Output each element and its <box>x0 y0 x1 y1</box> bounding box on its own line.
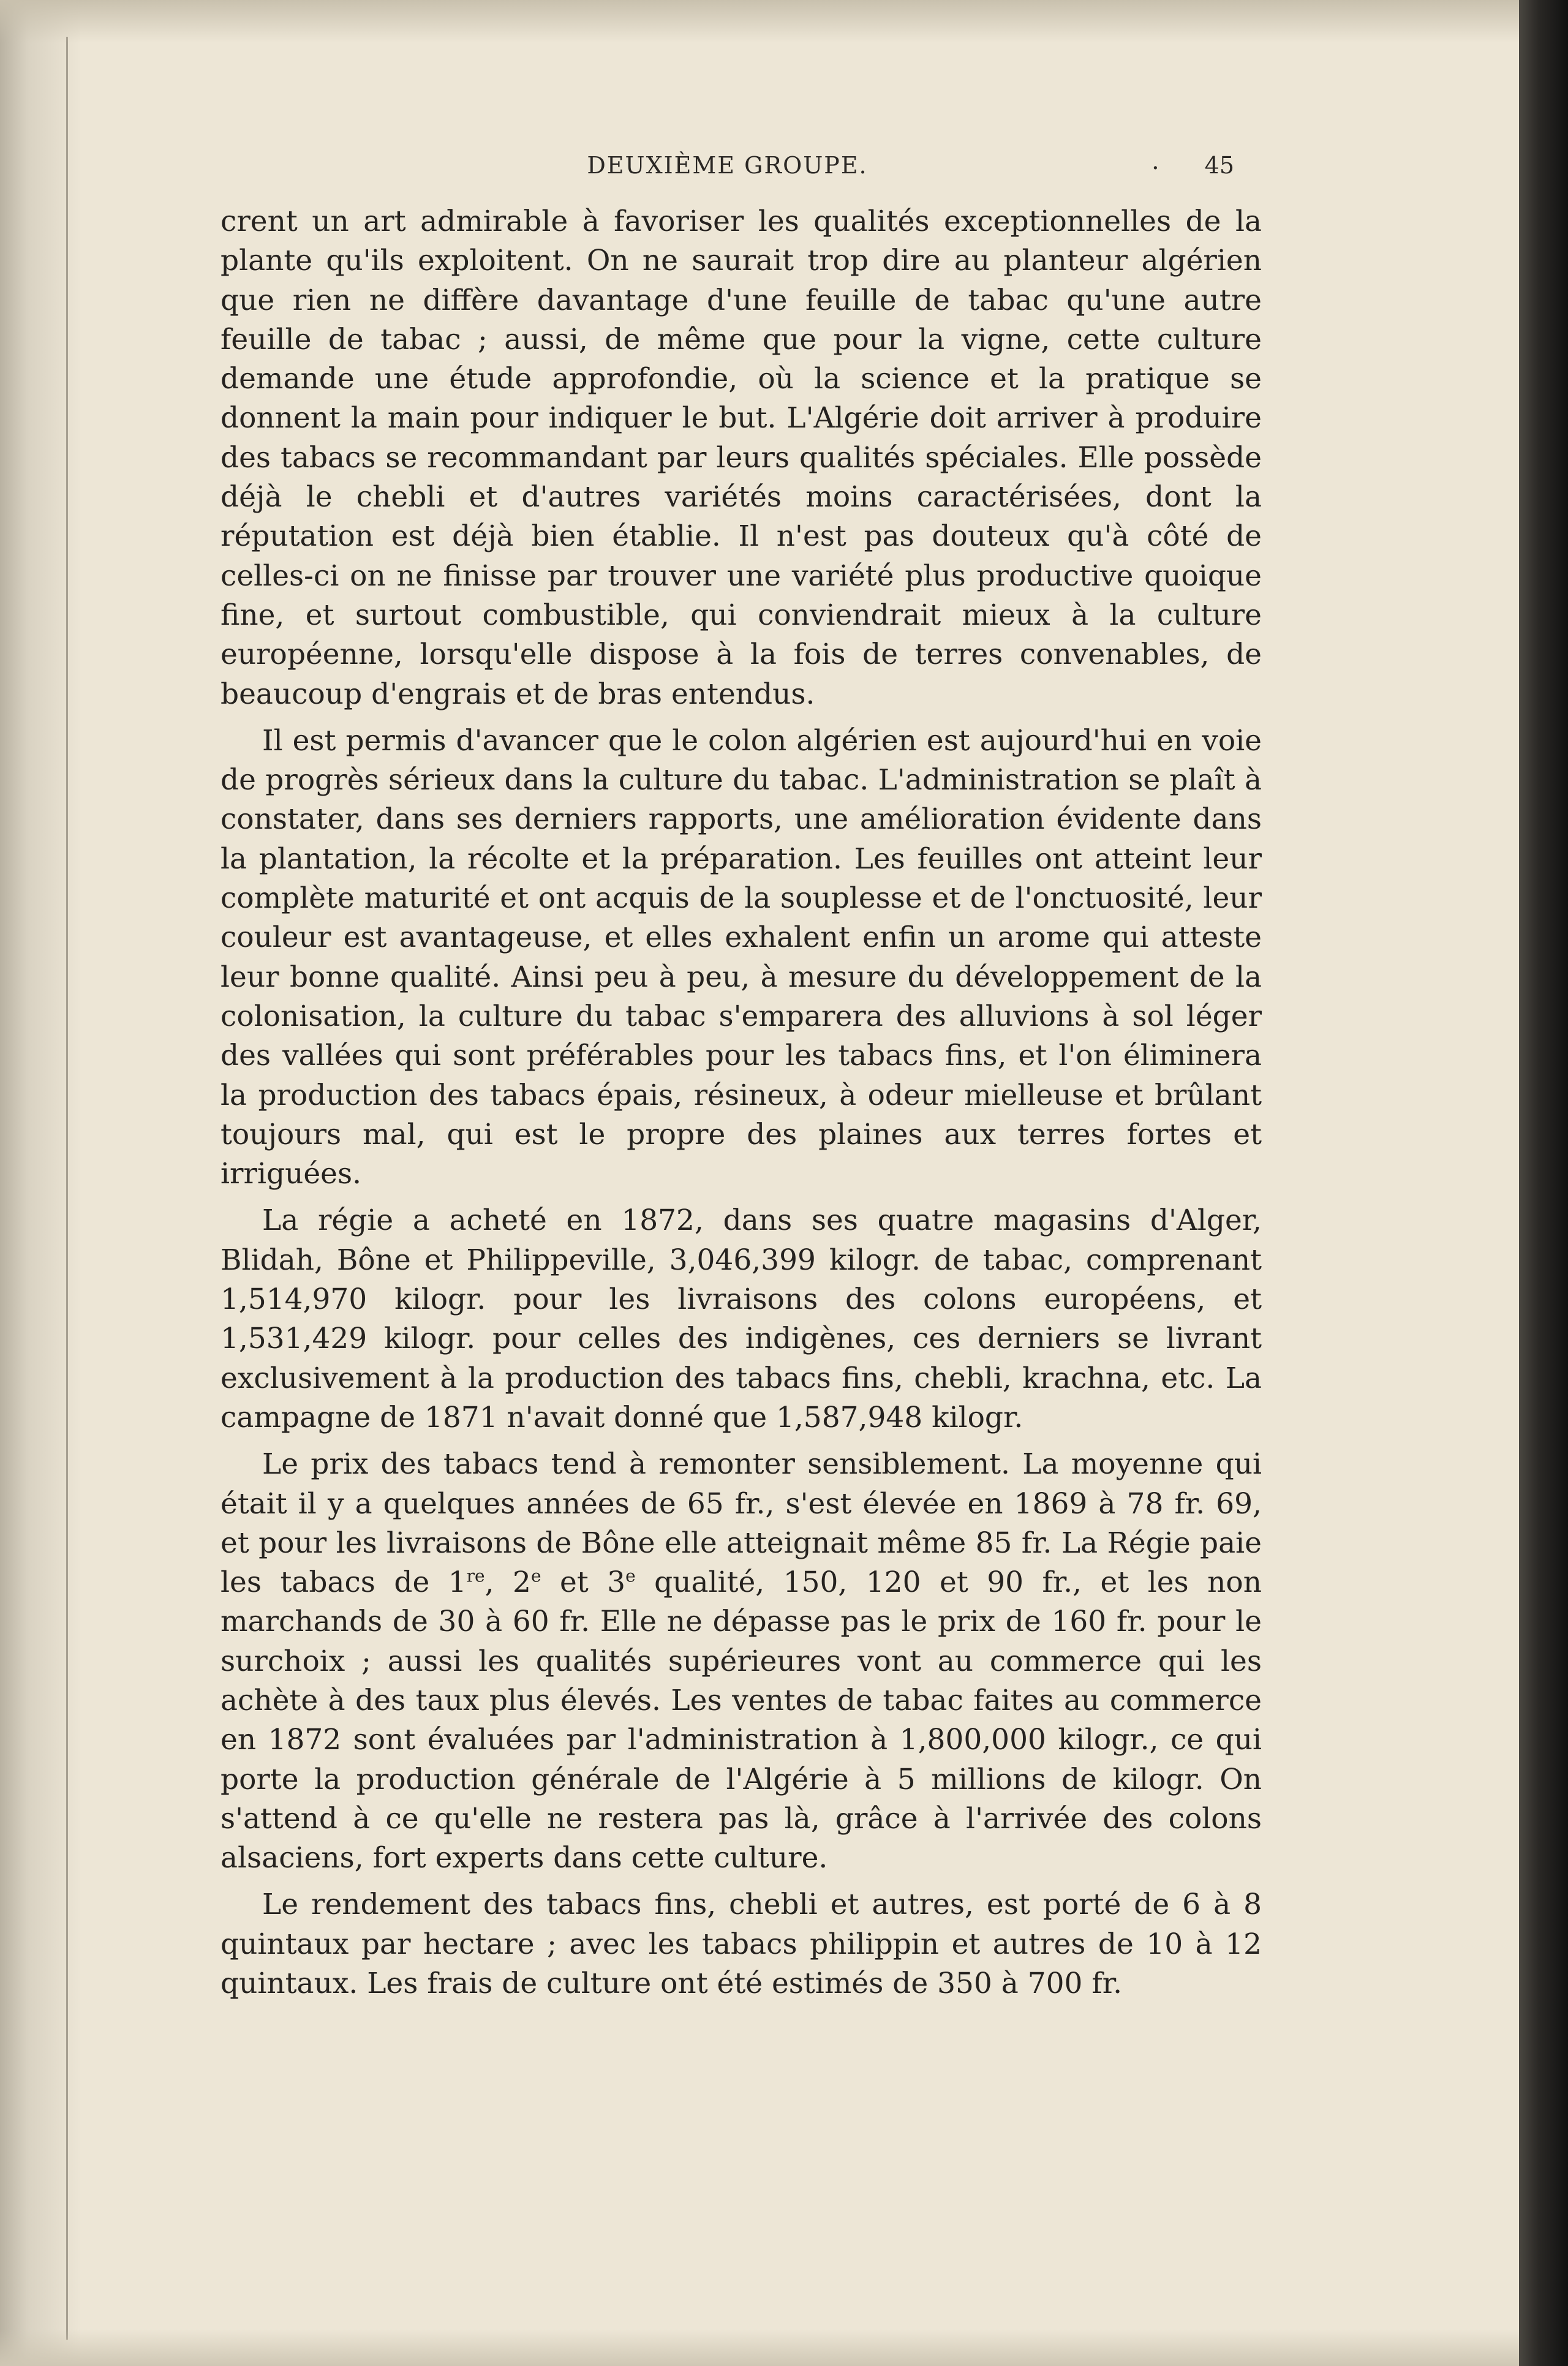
paragraph-4-text-b: , 2 <box>484 1565 531 1600</box>
paragraph-4-text-a: Le prix des tabacs tend à remonter sensiblement. La moyenne qui était il y a quelques années de 65 fr., s'est élevée en 1869 à 78 fr. 69, et pour les livraisons de Bône elle atteignait même 85 fr. La Régie paie les tabacs de 1 <box>221 1447 1262 1600</box>
page-bottom-shadow <box>0 2329 1519 2366</box>
paragraph-4 <box>221 1445 1262 1878</box>
body-text <box>221 202 1262 2011</box>
running-title: DEUXIÈME GROUPE. <box>587 152 868 179</box>
page-top-shadow <box>0 0 1519 43</box>
paragraph-3: La régie a acheté en 1872, dans ses quatre magasins d'Alger, Blidah, Bône et Philippeville, 3,046,399 kilogr. de tabac, comprenant 1,514,970 kilogr. pour les livraisons des colons européens, et 1,531,429 kilogr. pour celles des indigènes, ces derniers se livrant exclusivement à la production des tabacs fins, chebli, krachna, etc. La campagne de 1871 n'avait donné que 1,587,948 kilogr. <box>221 1204 1262 1434</box>
paragraph-5: Le rendement des tabacs fins, chebli et autres, est porté de 6 à 8 quintaux par hectare ; avec les tabacs philippin et autres de 10 à 12 quintaux. Les frais de culture ont été estimés de 350 à 700 fr. <box>221 1888 1262 2001</box>
paragraph-4-text-c: et 3 <box>541 1565 626 1600</box>
spine-shadow-line <box>66 37 68 2340</box>
superscript-e-2: e <box>530 1565 541 1586</box>
running-header <box>221 147 1234 190</box>
page-right-edge <box>1519 0 1568 2366</box>
page-number: 45 <box>1204 152 1234 179</box>
superscript-e-3: e <box>625 1565 636 1586</box>
paragraph-1: crent un art admirable à favoriser les qualités exceptionnelles de la plante qu'ils exploitent. On ne saurait trop dire au planteur algérien que rien ne diffère davantage d'une feuille de tabac qu'une autre feuille de tabac ; aussi, de même que pour la vigne, cette culture demande une étude approfondie, où la science et la pratique se donnent la main pour indiquer le but. L'Algérie doit arriver à produire des tabacs se recommandant par leurs qualités spéciales. Elle possède déjà le chebli et d'autres variétés moins caractérisées, dont la réputation est déjà bien établie. Il n'est pas douteux qu'à côté de celles-ci on ne finisse par trouver une variété plus productive quoique fine, et surtout combustible, qui conviendrait mieux à la culture européenne, lorsqu'elle dispose à la fois de terres convenables, de beaucoup d'engrais et de bras entendus. <box>221 205 1262 711</box>
paragraph-2: Il est permis d'avancer que le colon algérien est aujourd'hui en voie de progrès sérieux dans la culture du tabac. L'administration se plaît à constater, dans ses derniers rapports, une amélioration évidente dans la plantation, la récolte et la préparation. Les feuilles ont atteint leur complète maturité et ont acquis de la souplesse et de l'onctuosité, leur couleur est avantageuse, et elles exhalent enfin un arome qui atteste leur bonne qualité. Ainsi peu à peu, à mesure du développement de la colonisation, la culture du tabac s'emparera des alluvions à sol léger des vallées qui sont préférables pour les tabacs fins, et l'on éliminera la production des tabacs épais, résineux, à odeur mielleuse et brûlant toujours mal, qui est le propre des plaines aux terres fortes et irriguées. <box>221 723 1262 1191</box>
paragraph-4-text-d: qualité, 150, 120 et 90 fr., et les non marchands de 30 à 60 fr. Elle ne dépasse pas le prix de 160 fr. pour le surchoix ; aussi les qualités supérieures vont au commerce qui les achète à des taux plus élevés. Les ventes de tabac faites au commerce en 1872 sont évaluées par l'administration à 1,800,000 kilogr., ce qui porte la production générale de l'Algérie à 5 millions de kilogr. On s'attend à ce qu'elle ne restera pas là, grâce à l'arrivée des colons alsaciens, fort experts dans cette culture. <box>221 1565 1262 1875</box>
header-mark: . <box>1152 147 1159 175</box>
superscript-re: re <box>466 1565 485 1586</box>
